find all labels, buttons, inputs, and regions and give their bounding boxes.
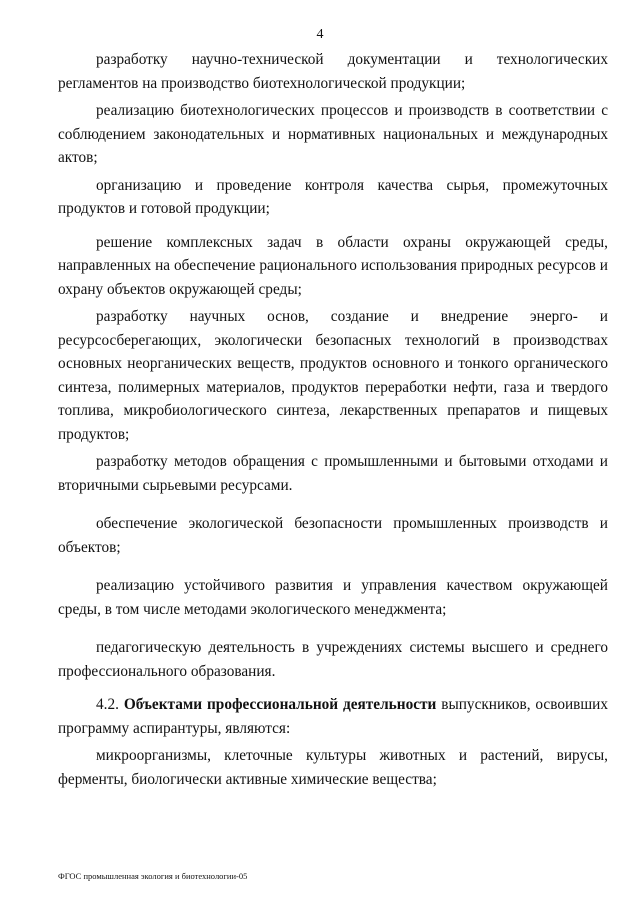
paragraph-2: реализацию биотехнологических процессов и производств в соответствии с соблюдением законодательных и нормативных национальных и международных актов; <box>58 102 608 166</box>
paragraph-7: обеспечение экологической безопасности промышленных производств и объектов; <box>58 515 608 556</box>
paragraph-5: разработку научных основ, создание и внедрение энерго- и ресурсосберегающих, экологически безопасных технологий в производствах основных неорганических веществ, продуктов основного и тонкого органического синтеза, полимерных материалов, продуктов переработки нефти, газа и твердого топлива, микробиологического синтеза, лекарственных препаратов и пищевых продуктов; <box>58 308 608 443</box>
paragraph-8: реализацию устойчивого развития и управления качеством окружающей среды, в том числе методами экологического менеджмента; <box>58 577 608 618</box>
section-heading-paragraph <box>58 693 608 740</box>
document-footer: ФГОС промышленная экология и биотехнологии-05 <box>58 871 248 881</box>
paragraph-4: решение комплексных задач в области охраны окружающей среды, направленных на обеспечение рационального использования природных ресурсов и охрану объектов окружающей среды; <box>58 233 608 298</box>
page-number: 4 <box>316 27 324 42</box>
section-rest-text: выпускников, освоивших программу аспирантуры, являются: <box>58 696 609 737</box>
section-bold-text: Объектами профессиональной деятельности <box>123 696 437 713</box>
paragraph-1: разработку научно-технической документации и технологических регламентов на производство биотехнологической продукции; <box>58 51 608 92</box>
paragraph-6: разработку методов обращения с промышленными и бытовыми отходами и вторичными сырьевыми ресурсами. <box>58 453 608 494</box>
document-body <box>58 48 608 791</box>
paragraph-3: организацию и проведение контроля качества сырья, промежуточных продуктов и готовой продукции; <box>58 176 608 217</box>
section-number: 4.2. <box>96 696 119 713</box>
paragraph-9: педагогическую деятельность в учреждениях системы высшего и среднего профессионального образования. <box>58 639 608 680</box>
paragraph-last: микроорганизмы, клеточные культуры животных и растений, вирусы, ферменты, биологически активные химические вещества; <box>58 747 608 788</box>
